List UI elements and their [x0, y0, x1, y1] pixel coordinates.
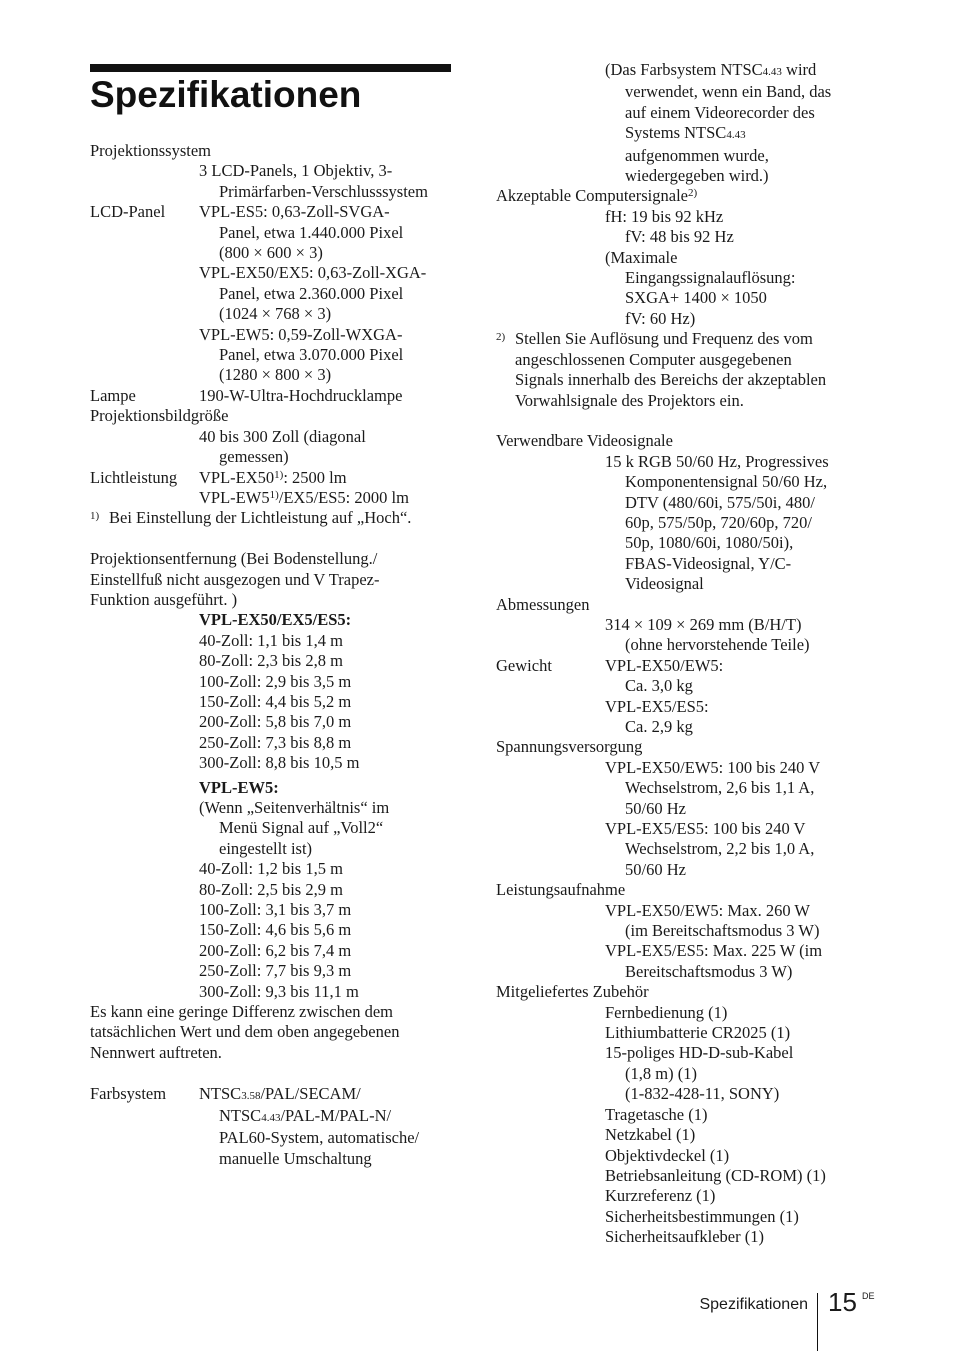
spannung-value-cont: Wechselstrom, 2,2 bis 1,0 A, — [625, 839, 815, 859]
computersignale-value: (Maximale — [605, 247, 678, 267]
footer-divider — [817, 1293, 818, 1351]
distance-row: 200-Zoll: 6,2 bis 7,4 m — [199, 940, 352, 960]
ntsc-note-cont: Systems NTSC4.43 — [625, 123, 746, 143]
distance-row: 100-Zoll: 3,1 bis 3,7 m — [199, 900, 352, 920]
videosignale-label: Verwendbare Videosignale — [496, 431, 673, 451]
page-title: Spezifikationen — [90, 74, 362, 115]
distance-row: 200-Zoll: 5,8 bis 7,0 m — [199, 712, 352, 732]
farb-value: NTSC — [199, 1083, 242, 1103]
footnote-text: Vorwahlsignale des Projektors ein. — [515, 390, 744, 410]
lcd-label: LCD-Panel — [90, 202, 166, 222]
footer-section: Spezifikationen — [699, 1296, 808, 1313]
farb-row-2 — [90, 1106, 462, 1128]
lcd-value: VPL-ES5: 0,63-Zoll-SVGA- — [199, 202, 390, 222]
footnote-marker: 1) — [90, 510, 100, 523]
leistung-value: VPL-EX50/EW5: Max. 260 W — [605, 900, 811, 920]
computersignale-value-cont: fV: 60 Hz) — [625, 308, 696, 328]
gewicht-row — [496, 656, 866, 676]
lcd-value-cont: (1280 × 800 × 3) — [219, 365, 332, 385]
licht-model: VPL-EW5 — [199, 487, 270, 507]
zubehoer-item: Sicherheitsbestimmungen (1) — [605, 1206, 799, 1226]
abmessungen-value-cont: (ohne hervorstehende Teile) — [625, 635, 810, 655]
lampe-row — [90, 386, 462, 406]
videosignale-value-cont: 50p, 1080/60i, 1080/50i), — [625, 533, 794, 553]
differenz-text: tatsächlichen Wert und dem oben angegebenen — [90, 1022, 400, 1042]
projektionssystem-value-cont: Primärfarben-Verschlusssystem — [219, 181, 428, 201]
zubehoer-item: Fernbedienung (1) — [605, 1002, 728, 1022]
distance-row: 40-Zoll: 1,1 bis 1,4 m — [199, 630, 343, 650]
computersignale-value-cont: fV: 48 bis 92 Hz — [625, 227, 734, 247]
gewicht-value: VPL-EX50/EW5: — [605, 655, 724, 675]
footnote-ref: 1) — [274, 468, 284, 481]
leistung-label: Leistungsaufnahme — [496, 880, 626, 900]
distance-row: 80-Zoll: 2,5 bis 2,9 m — [199, 879, 343, 899]
footnote-text: Bei Einstellung der Lichtleistung auf „Hoch“. — [109, 508, 412, 528]
farb-row — [90, 1084, 462, 1106]
farb-value: NTSC — [219, 1106, 262, 1126]
videosignale-value-cont: 60p, 575/50p, 720/60p, 720/ — [625, 512, 813, 532]
zubehoer-item-cont: (1,8 m) (1) — [625, 1063, 697, 1083]
zubehoer-item: Objektivdeckel (1) — [605, 1145, 730, 1165]
differenz-text: Nennwert auftreten. — [90, 1042, 222, 1062]
bildgroesse-label: Projektionsbildgröße — [90, 406, 229, 426]
farb-sub: 4.43 — [261, 1112, 281, 1125]
spannung-value-cont: 50/60 Hz — [625, 859, 686, 879]
entfernung-text: Einstellfuß nicht ausgezogen und V Trapez- — [90, 569, 380, 589]
zubehoer-item: Lithiumbatterie CR2025 (1) — [605, 1023, 791, 1043]
spannung-value: VPL-EX5/ES5: 100 bis 240 V — [605, 819, 806, 839]
lcd-row — [90, 202, 462, 222]
lcd-value-cont: Panel, etwa 1.440.000 Pixel — [219, 222, 404, 242]
distance-row: 300-Zoll: 8,8 bis 10,5 m — [199, 753, 360, 773]
videosignale-value-cont: FBAS-Videosignal, Y/C- — [625, 553, 792, 573]
footnote-marker: 2) — [496, 331, 506, 344]
lcd-value-cont: (800 × 600 × 3) — [219, 243, 323, 263]
title-rule — [90, 64, 451, 72]
gewicht-label: Gewicht — [496, 655, 552, 675]
ntsc-note-cont: verwendet, wenn ein Band, das — [625, 82, 832, 102]
leistung-value: VPL-EX5/ES5: Max. 225 W (im — [605, 941, 823, 961]
licht-value: /EX5/ES5: 2000 lm — [278, 487, 409, 507]
lcd-value: VPL-EW5: 0,59-Zoll-WXGA- — [199, 324, 403, 344]
gewicht-value-cont: Ca. 3,0 kg — [625, 676, 693, 696]
abmessungen-value: 314 × 109 × 269 mm (B/H/T) — [605, 614, 802, 634]
licht-model: VPL-EX50 — [199, 467, 275, 487]
zubehoer-item: Kurzreferenz (1) — [605, 1186, 716, 1206]
projektionssystem-label: Projektionssystem — [90, 141, 212, 160]
farb-value: /PAL-M/PAL-N/ — [280, 1106, 392, 1126]
lcd-value: VPL-EX50/EX5: 0,63-Zoll-XGA- — [199, 263, 427, 283]
gewicht-value: VPL-EX5/ES5: — [605, 696, 709, 716]
spannung-value: VPL-EX50/EW5: 100 bis 240 V — [605, 757, 821, 777]
videosignale-value-cont: DTV (480/60i, 575/50i, 480/ — [625, 492, 815, 512]
zubehoer-item: Betriebsanleitung (CD-ROM) (1) — [605, 1165, 826, 1185]
farb-sub: 3.58 — [241, 1089, 261, 1102]
computersignale-value-cont: Eingangssignalauflösung: — [625, 268, 796, 288]
footnote-text: Stellen Sie Auflösung und Frequenz des vom — [515, 329, 813, 349]
projektionssystem-value: 3 LCD-Panels, 1 Objektiv, 3- — [199, 161, 393, 181]
distance-row: 100-Zoll: 2,9 bis 3,5 m — [199, 671, 352, 691]
zubehoer-item-cont: (1-832-428-11, SONY) — [625, 1084, 780, 1104]
distance-row: 150-Zoll: 4,4 bis 5,2 m — [199, 691, 352, 711]
licht-row — [90, 468, 462, 488]
entfernung-text: Projektionsentfernung (Bei Bodenstellung./ — [90, 549, 378, 569]
right-column — [496, 60, 866, 1248]
leistung-value-cont: (im Bereitschaftsmodus 3 W) — [625, 921, 820, 941]
farb-value: /PAL/SECAM/ — [260, 1083, 361, 1103]
ew-note-cont: Menü Signal auf „Voll2“ — [219, 818, 384, 838]
leistung-value-cont: Bereitschaftsmodus 3 W) — [625, 961, 793, 981]
licht-label: Lichtleistung — [90, 467, 178, 487]
spannung-label: Spannungsversorgung — [496, 737, 643, 757]
abmessungen-label: Abmessungen — [496, 594, 590, 614]
lcd-value-cont: Panel, etwa 2.360.000 Pixel — [219, 283, 404, 303]
licht-row-2 — [90, 488, 462, 508]
ntsc-note-cont: auf einem Videorecorder des — [625, 102, 815, 122]
footnote-ref: 2) — [687, 187, 698, 200]
ex-heading: VPL-EX50/EX5/ES5: — [199, 610, 352, 630]
ntsc-note-cont: aufgenommen wurde, — [625, 145, 769, 165]
zubehoer-item: Netzkabel (1) — [605, 1125, 696, 1145]
entfernung-text: Funktion ausgeführt. ) — [90, 589, 238, 609]
computersignale-value: fH: 19 bis 92 kHz — [605, 206, 724, 226]
farb-label: Farbsystem — [90, 1083, 167, 1103]
ntsc-note: (Das Farbsystem NTSC4.43 wird — [605, 60, 817, 79]
videosignale-value-cont: Komponentensignal 50/60 Hz, — [625, 472, 828, 492]
ew-note-cont: eingestellt ist) — [219, 838, 313, 858]
lcd-value-cont: (1024 × 768 × 3) — [219, 304, 332, 324]
zubehoer-item: Tragetasche (1) — [605, 1104, 708, 1124]
farb-value-cont: manuelle Umschaltung — [219, 1148, 372, 1168]
lampe-label: Lampe — [90, 385, 136, 405]
distance-row: 300-Zoll: 9,3 bis 11,1 m — [199, 981, 359, 1001]
page-number: 15 — [828, 1287, 857, 1317]
footnote-text: Signals innerhalb des Bereichs der akzeptablen — [515, 370, 827, 390]
computersignale-label: Akzeptable Computersignale$^{2)}$ — [496, 186, 698, 206]
ntsc-note-cont: wiedergegeben wird.) — [625, 166, 769, 186]
ew-heading: VPL-EW5: — [199, 777, 279, 797]
lampe-value: 190-W-Ultra-Hochdrucklampe — [199, 385, 403, 405]
videosignale-value-cont: Videosignal — [625, 574, 704, 594]
zubehoer-label: Mitgeliefertes Zubehör — [496, 982, 649, 1002]
distance-row: 250-Zoll: 7,3 bis 8,8 m — [199, 732, 352, 752]
footnote-1 — [90, 508, 462, 528]
footnote-ref: 1) — [269, 488, 279, 501]
gewicht-value-cont: Ca. 2,9 kg — [625, 716, 693, 736]
bildgroesse-value: 40 bis 300 Zoll (diagonal — [199, 426, 366, 446]
footnote-2 — [496, 329, 866, 349]
distance-row: 80-Zoll: 2,3 bis 2,8 m — [199, 651, 343, 671]
distance-row: 150-Zoll: 4,6 bis 5,6 m — [199, 920, 352, 940]
language-code: DE — [862, 1291, 875, 1301]
footnote-text: angeschlossenen Computer ausgegebenen — [515, 349, 792, 369]
zubehoer-item: 15-poliges HD-D-sub-Kabel — [605, 1043, 794, 1063]
licht-value: : 2500 lm — [283, 467, 347, 487]
bildgroesse-value-cont: gemessen) — [219, 447, 289, 467]
distance-row: 40-Zoll: 1,2 bis 1,5 m — [199, 859, 343, 879]
distance-row: 250-Zoll: 7,7 bis 9,3 m — [199, 961, 352, 981]
differenz-text: Es kann eine geringe Differenz zwischen dem — [90, 1002, 393, 1022]
lcd-value-cont: Panel, etwa 3.070.000 Pixel — [219, 345, 404, 365]
spannung-value-cont: 50/60 Hz — [625, 798, 686, 818]
left-column — [90, 141, 462, 1169]
computersignale-value-cont: SXGA+ 1400 × 1050 — [625, 288, 767, 308]
spannung-value-cont: Wechselstrom, 2,6 bis 1,1 A, — [625, 778, 815, 798]
farb-value-cont: PAL60-System, automatische/ — [219, 1128, 420, 1148]
zubehoer-item: Sicherheitsaufkleber (1) — [605, 1227, 764, 1247]
ew-note: (Wenn „Seitenverhältnis“ im — [199, 797, 390, 817]
videosignale-value: 15 k RGB 50/60 Hz, Progressives — [605, 451, 829, 471]
